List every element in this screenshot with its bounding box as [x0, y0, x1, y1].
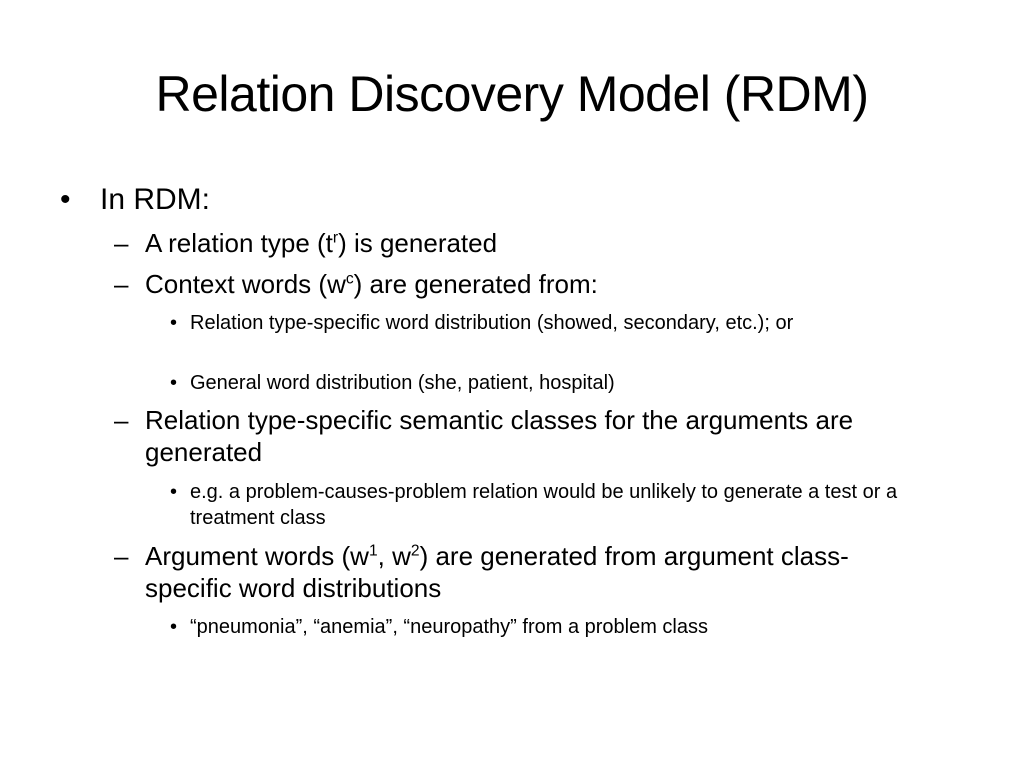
bullet-semantic-classes — [145, 404, 955, 468]
bullet-text: ) is generated — [338, 228, 498, 258]
bullet-text: In RDM: — [100, 183, 211, 216]
superscript: c — [345, 270, 354, 288]
bullet-text: ) are generated from argument class-specific word distributions — [145, 541, 849, 603]
slide-title: Relation Discovery Model (RDM) — [155, 66, 869, 122]
bullet-argument-example — [190, 614, 965, 640]
dash-marker: – — [114, 228, 129, 258]
bullet-text: “pneumonia”, “anemia”, “neuropathy” from a problem class — [190, 616, 708, 638]
superscript: 2 — [410, 542, 420, 560]
bullet-text: A relation type (t — [145, 228, 333, 258]
superscript: r — [332, 229, 339, 247]
bullet-marker: • — [170, 616, 178, 638]
bullet-general-distribution — [190, 370, 965, 396]
bullet-text: ) are generated from: — [353, 269, 598, 299]
bullet-context-words — [145, 268, 965, 300]
bullet-marker: • — [170, 312, 178, 334]
dash-marker: – — [114, 405, 129, 435]
bullet-relation-type — [145, 227, 965, 259]
bullet-marker: • — [170, 372, 178, 394]
bullet-text: General word distribution (she, patient, hospital) — [190, 372, 615, 394]
bullet-marker: • — [60, 183, 71, 216]
dash-marker: – — [114, 269, 129, 299]
bullet-text: , w — [377, 541, 411, 571]
bullet-marker: • — [170, 481, 178, 503]
bullet-text: e.g. a problem-causes-problem relation would be unlikely to generate a test or a treatment class — [190, 481, 898, 529]
bullet-example-relation — [190, 479, 910, 531]
superscript: 1 — [368, 542, 378, 560]
bullet-text: Context words (w — [145, 269, 346, 299]
dash-marker: – — [114, 541, 129, 571]
bullet-argument-words — [145, 540, 935, 604]
bullet-text: Relation type-specific semantic classes for the arguments are generated — [145, 405, 854, 467]
bullet-text: Argument words (w — [145, 541, 369, 571]
bullet-text: Relation type-specific word distribution (showed, secondary, etc.); or — [190, 312, 794, 334]
bullet-in-rdm — [100, 183, 980, 217]
bullet-relation-specific-distribution — [190, 310, 965, 336]
